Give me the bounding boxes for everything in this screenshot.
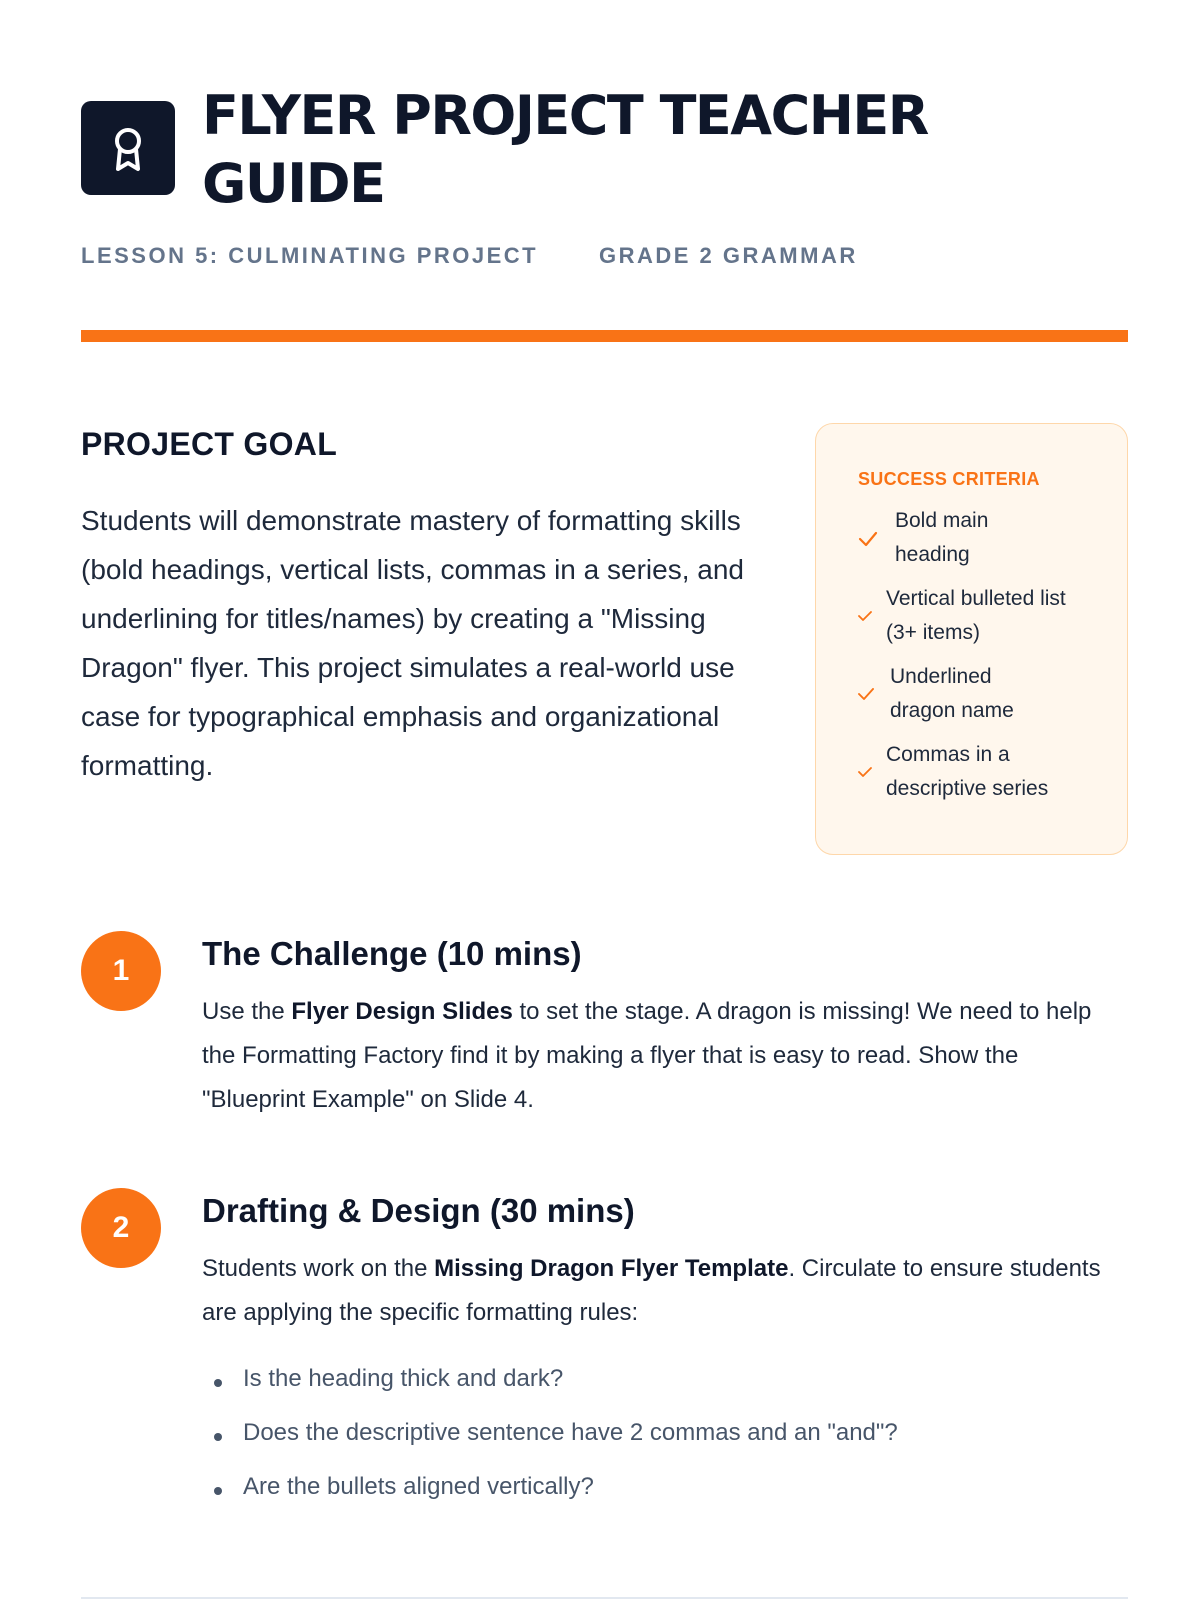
criteria-item-label: Commas in a descriptive series xyxy=(886,743,1049,800)
teacher-guide-page: FLYER PROJECT TEACHER GUIDE LESSON 5: CULMINATING PROJECT GRADE 2 GRAMMAR PROJECT GOAL Students will demonstrate mastery of formatting skills (bold headings, vertical lists, commas in a series, and underlining for titles/names) by creating a "Missing Dragon" flyer. This project simulates a real-world use case for typographical emphasis and organizational formatting. SUCCESS CRITERIA Bold main heading Vertical bulleted list (3+ items) Underlined dragon name Commas in a descriptive series 1 The Challenge (10 mins) Use the Flyer Design Slides to set the stage. A dragon is missing! We need to help the Formatting Factory find it by making a flyer that is easy to read. Show the "Blueprint Example" on Slide 4. 2 Drafting & Design (30 mins) Students work on the Missing Dragon Flyer Template. Circulate to ensure students are applying the specific formatting rules: Is the heading thick and dark? Does the descriptive sentence have 2 commas and an "and"? Are the bullets aligned vertically? xyxy=(81,0,1128,1600)
step-description: Students work on the Missing Dragon Flyer Template. Circulate to ensure students are applying the specific formatting rules: xyxy=(202,1255,1101,1326)
criteria-item-label: Vertical bulleted list (3+ items) xyxy=(886,587,1066,644)
grade-label: GRADE 2 GRAMMAR xyxy=(599,243,858,268)
step-title: The Challenge (10 mins) xyxy=(202,935,582,972)
page-title: FLYER PROJECT TEACHER GUIDE xyxy=(202,84,928,215)
step-number-badge: 2 xyxy=(81,1188,161,1268)
success-criteria-title: SUCCESS CRITERIA xyxy=(858,469,1040,489)
check-icon xyxy=(858,611,872,622)
project-goal-heading: PROJECT GOAL xyxy=(81,426,338,462)
header-divider xyxy=(81,330,1128,342)
step-description: Use the Flyer Design Slides to set the stage. A dragon is missing! We need to help the Formatting Factory find it by making a flyer that is easy to read. Show the "Blueprint Example" on Slide 4. xyxy=(202,998,1092,1113)
check-icon xyxy=(858,531,878,547)
criteria-item-label: Bold main heading xyxy=(895,509,989,566)
criteria-item-label: Underlined dragon name xyxy=(890,665,1014,722)
resource-name: Flyer Design Slides xyxy=(291,998,513,1025)
step-number-badge: 1 xyxy=(81,931,161,1011)
step-title: Drafting & Design (30 mins) xyxy=(202,1192,635,1229)
logo-badge xyxy=(81,101,175,195)
award-ribbon-icon xyxy=(108,126,148,172)
success-criteria-card xyxy=(815,423,1128,855)
section-divider xyxy=(81,1597,1128,1599)
resource-name: Missing Dragon Flyer Template xyxy=(434,1255,789,1282)
project-goal-text: Students will demonstrate mastery of formatting skills (bold headings, vertical lists, commas in a series, and underlining for titles/names) by creating a "Missing Dragon" flyer. This project simulates a real-world use case for typographical emphasis and organizational formatting. xyxy=(81,505,744,781)
check-icon xyxy=(858,688,874,701)
lesson-label: LESSON 5: CULMINATING PROJECT xyxy=(81,243,539,268)
check-icon xyxy=(858,767,872,778)
